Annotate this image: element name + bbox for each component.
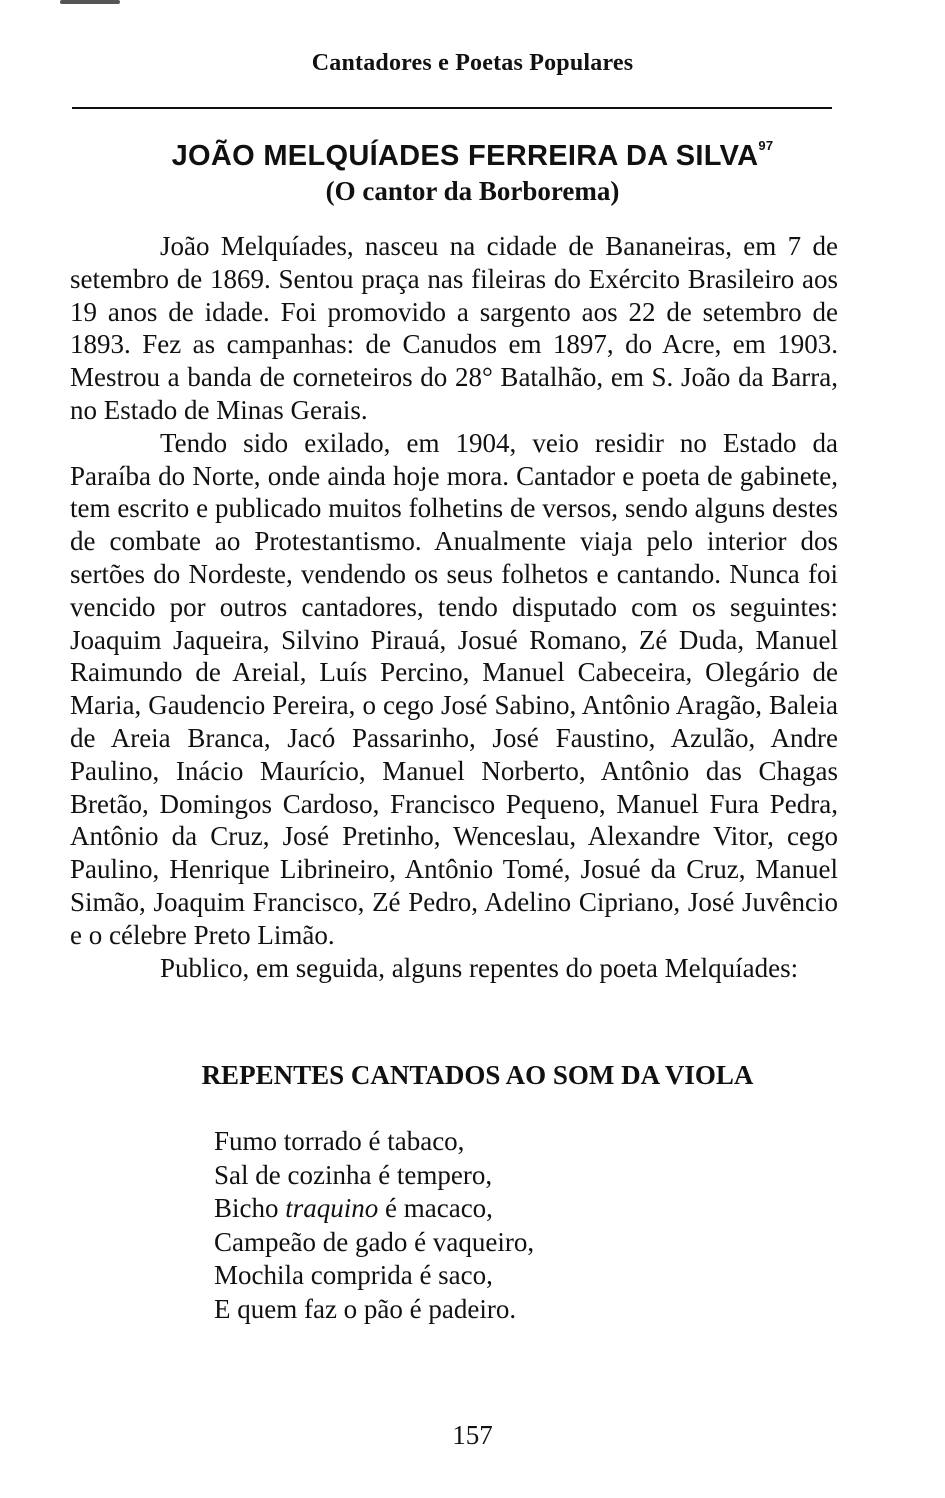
poem-line: Campeão de gado é vaqueiro, [214, 1226, 535, 1257]
poem-line: E quem faz o pão é padeiro. [214, 1293, 517, 1324]
poem-line [214, 1192, 534, 1226]
paragraph-2: Tendo sido exilado, em 1904, veio residir no Estado da Paraíba do Norte, onde ainda hoje mora. Cantador e poeta de gabinete, tem escrito e publicado muitos folhetins de versos, sendo alguns destes de combate ao Protestantismo. Anualmente viaja pelo interior dos sertões do Nordeste, vendendo os seus folhetos e cantando. Nunca foi vencido por outros cantadores, tendo disputado com os seguintes: Joaquim Jaqueira, Silvino Pirauá, Josué Romano, Zé Duda, Manuel Raimundo de Areial, Luís Percino, Manuel Cabeceira, Olegário de Maria, Gaudencio Pereira, o cego José Sabino, Antônio Aragão, Baleia de Areia Branca, Jacó Passarinho, José Faustino, Azulão, Andre Paulino, Inácio Maurício, Manuel Norberto, Antônio das Chagas Bretão, Domingos Cardoso, Francisco Pequeno, Manuel Fura Pedra, Antônio da Cruz, José Pretinho, Wenceslau, Alexandre Vitor, cego Paulino, Henrique Librineiro, Antônio Tomé, Josué da Cruz, Manuel Simão, Joaquim Francisco, Zé Pedro, Adelino Cipriano, José Juvêncio e o célebre Preto Limão. [70, 427, 838, 950]
chapter-title-text: JOÃO MELQUÍADES FERREIRA DA SILVA [171, 140, 759, 172]
poem-stanza [214, 1125, 534, 1326]
poem-italic-word: traquino [285, 1193, 379, 1223]
footnote-ref: 97 [758, 138, 774, 154]
page-number: 157 [452, 1420, 493, 1450]
poem-line: Fumo torrado é tabaco, [214, 1126, 465, 1156]
chapter-subtitle: (O cantor da Borborema) [325, 176, 620, 206]
poem-line: Mochila comprida é saco, [214, 1260, 493, 1290]
scan-artifact [60, 0, 120, 4]
section-title: REPENTES CANTADOS AO SOM DA VIOLA [201, 1060, 754, 1090]
body-text [70, 230, 838, 984]
poem-line-segment: Bicho [214, 1193, 286, 1223]
paragraph-3: Publico, em seguida, alguns repentes do poeta Melquíades: [160, 952, 799, 983]
paragraph-1: João Melquíades, nasceu na cidade de Bananeiras, em 7 de setembro de 1869. Sentou praça nas fileiras do Exército Brasileiro aos 19 anos de idade. Foi promovido a sargento aos 22 de setembro de 1893. Fez as campanhas: de Canudos em 1897, do Acre, em 1903. Mestrou a banda de corneteiros do 28° Batalhão, em S. João da Barra, no Estado de Minas Gerais. [70, 231, 838, 425]
chapter-title [0, 140, 945, 173]
poem-line: Sal de cozinha é tempero, [214, 1159, 493, 1190]
poem-line-segment: é macaco, [378, 1193, 493, 1223]
running-header: Cantadores e Poetas Populares [311, 50, 634, 76]
header-rule [72, 107, 832, 109]
